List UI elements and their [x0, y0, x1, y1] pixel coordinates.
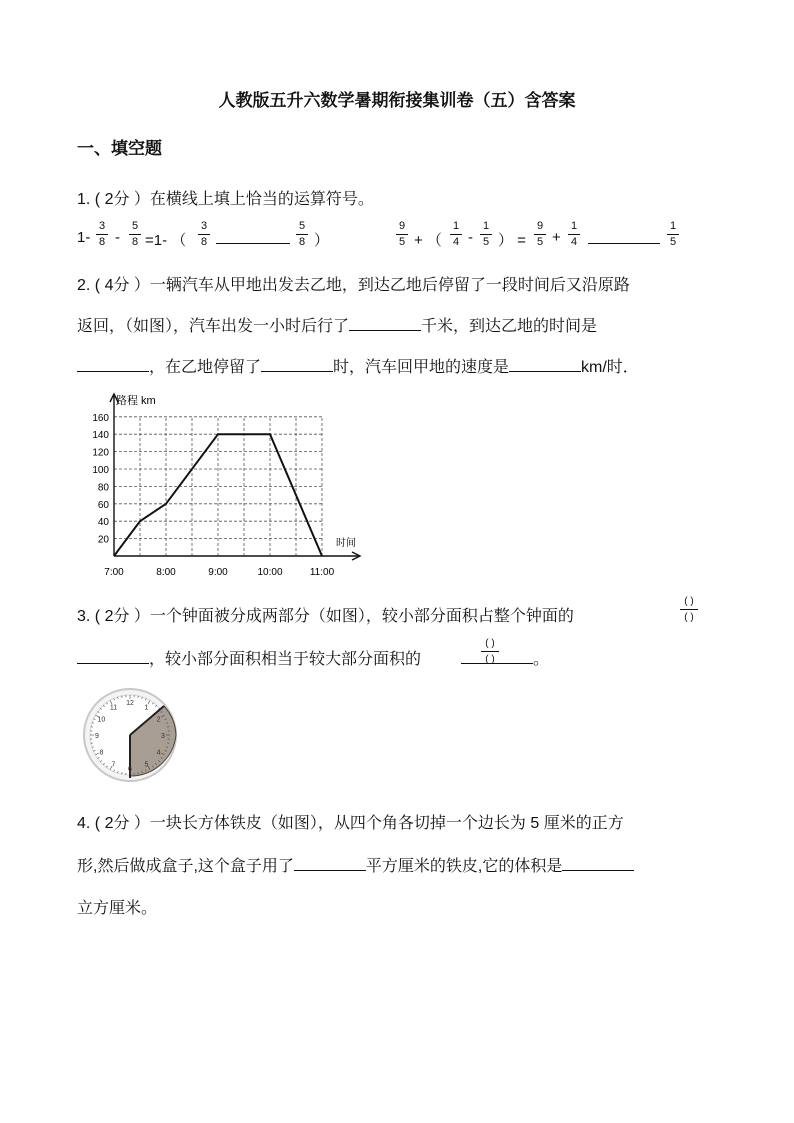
q1b-fraction-1: 9 5 [394, 221, 410, 248]
q1-expression-b [0, 0, 794, 260]
chart-grid [114, 417, 322, 556]
clock-number: 5 [144, 761, 149, 769]
q4-line-2 [77, 853, 634, 876]
q1b-fraction-6: 1 5 [665, 221, 681, 248]
chart-y-tick-label: 60 [97, 499, 109, 511]
q2-blank-arrival-time[interactable] [77, 357, 149, 372]
chart-y-tick-label: 20 [97, 534, 109, 546]
q1b-fraction-4: 9 5 [532, 221, 548, 248]
clock-number: 1 [144, 704, 149, 712]
q2-line-1: 2. ( 4分 ）一辆汽车从甲地出发去乙地，到达乙地后停留了一段时间后又沿原路 [77, 277, 630, 294]
page-title: 人教版五升六数学暑期衔接集训卷（五）含答案 [218, 91, 576, 110]
q3-line-1: 3. ( 2分 ）一个钟面被分成两部分（如图），较小部分面积占整个钟面的 [77, 608, 574, 625]
q2-blank-distance[interactable] [349, 316, 421, 331]
q3-fraction-placeholder-1: ( ) ( ) [678, 596, 700, 623]
q4-line-3: 立方厘米。 [77, 900, 158, 917]
clock-number: 10 [97, 716, 106, 724]
q1b-fraction-2: 1 4 [448, 221, 464, 248]
clock-number: 11 [109, 704, 118, 712]
clock-number: 4 [156, 749, 161, 757]
chart-x-axis-label: 时间 [336, 538, 356, 549]
chart-y-tick-label: 140 [92, 430, 109, 442]
q4-blank-volume[interactable] [562, 856, 634, 871]
chart-x-tick-label: 11:00 [309, 567, 335, 578]
clock-number: 3 [161, 733, 165, 740]
q3-text-a: ，较小部分面积相当于较大部分面积的 [149, 651, 422, 668]
q1b-plus-open: + （ [414, 232, 442, 249]
q2-line-3 [77, 354, 639, 377]
q1b-minus: - [468, 229, 473, 246]
q3-text-end: 。 [533, 651, 550, 668]
q1b-fraction-5: 1 4 [566, 221, 582, 248]
q1a-fraction-3: 3 8 [196, 221, 212, 248]
chart-x-tick-label: 7:00 [104, 567, 124, 578]
q2-text-d: 时，汽车回甲地的速度是 [333, 359, 510, 376]
q1b-answer-blank[interactable] [588, 243, 660, 244]
clock-number: 7 [111, 761, 116, 769]
clock-number: 9 [95, 733, 99, 740]
q1a-equals: =1- （ [145, 232, 187, 249]
q1a-fraction-1: 3 8 [94, 221, 110, 248]
q2-blank-speed[interactable] [509, 357, 581, 372]
chart-y-tick-label: 100 [92, 465, 109, 476]
q1b-fraction-3: 1 5 [478, 221, 494, 248]
chart-y-tick-label: 160 [92, 412, 109, 424]
q2-line-2 [77, 313, 597, 336]
chart-x-tick-label: 8:00 [156, 567, 176, 578]
chart-x-tick-label: 9:00 [208, 567, 228, 578]
q4-blank-area[interactable] [294, 856, 366, 871]
q2-blank-stay[interactable] [261, 357, 333, 372]
q1a-prefix: 1- [77, 229, 91, 246]
q2-text-a: 返回，（如图），汽车出发一小时后行了 [77, 318, 350, 335]
distance-time-chart [76, 388, 366, 583]
q1-text: 1. ( 2分 ）在横线上填上恰当的运算符号。 [77, 191, 374, 208]
q3-fraction-placeholder-2: ( ) ( ) [479, 638, 501, 665]
q1a-close-paren: ） [314, 232, 330, 249]
chart-y-tick-label: 120 [92, 447, 109, 459]
q1b-plus: + [552, 229, 561, 246]
chart-axes [110, 394, 360, 560]
chart-x-ticks [104, 567, 334, 578]
q2-text-e: km/时． [581, 359, 639, 376]
chart-y-axis-label: 路程 km [116, 395, 156, 407]
chart-y-tick-label: 40 [97, 517, 109, 529]
q2-text-c: ，在乙地停留了 [149, 359, 262, 376]
clock-face-figure [80, 688, 184, 782]
clock-number: 12 [126, 700, 134, 707]
q4-line-1: 4. ( 2分 ）一块长方体铁皮（如图），从四个角各切掉一个边长为 5 厘米的正方 [77, 815, 624, 832]
clock-number: 8 [99, 749, 104, 757]
q3-blank-1[interactable] [77, 649, 149, 664]
q1a-minus: - [115, 229, 120, 246]
clock-number: 6 [128, 766, 132, 773]
section-heading: 一、填空题 [77, 139, 162, 158]
q4-text-a: 形,然后做成盒子,这个盒子用了 [77, 858, 294, 875]
chart-y-tick-label: 80 [97, 482, 109, 494]
chart-x-tick-label: 10:00 [257, 567, 283, 578]
q1a-fraction-4: 5 8 [294, 221, 310, 248]
chart-y-ticks [92, 413, 109, 546]
q1a-fraction-2: 5 8 [127, 221, 143, 248]
q4-text-b: 平方厘米的铁皮,它的体积是 [365, 858, 563, 875]
q1b-close-equals: ） = [498, 232, 526, 249]
q2-text-b: 千米，到达乙地的时间是 [421, 318, 598, 335]
clock-number: 2 [156, 716, 161, 724]
